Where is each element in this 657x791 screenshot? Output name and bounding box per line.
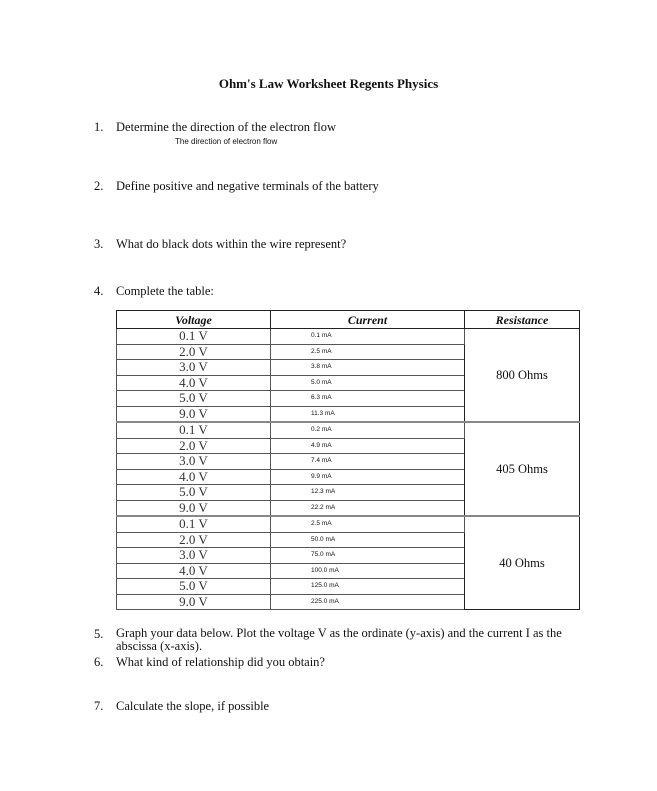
- question-number: 3.: [94, 237, 104, 251]
- current-cell: 2.5 mA: [271, 344, 465, 360]
- current-cell: 225.0 mA: [271, 594, 465, 610]
- current-cell: 100.0 mA: [271, 563, 465, 579]
- question-text: Graph your data below. Plot the voltage V as the ordinate (y-axis) and the current I as the abscissa (x-axis).: [116, 626, 562, 653]
- question-7: [94, 699, 594, 714]
- question-text: Define positive and negative terminals of the battery: [116, 179, 379, 193]
- current-cell: 11.3 mA: [271, 406, 465, 422]
- voltage-cell: 4.0 V: [117, 375, 271, 391]
- question-number: 1.: [94, 120, 104, 134]
- question-4: [94, 284, 594, 299]
- voltage-cell: 9.0 V: [117, 500, 271, 516]
- question-text: Complete the table:: [116, 284, 214, 298]
- question-number: 7.: [94, 699, 104, 713]
- question-text: Determine the direction of the electron flow: [116, 120, 337, 134]
- resistance-cell: 40 Ohms: [465, 516, 580, 610]
- question-6: [94, 655, 594, 670]
- question-number: 2.: [94, 179, 104, 193]
- header-resistance: Resistance: [465, 311, 580, 329]
- resistance-cell: 405 Ohms: [465, 422, 580, 516]
- voltage-cell: 4.0 V: [117, 469, 271, 485]
- voltage-cell: 3.0 V: [117, 454, 271, 470]
- voltage-cell: 3.0 V: [117, 548, 271, 564]
- table-row: [117, 329, 580, 345]
- current-cell: 6.3 mA: [271, 391, 465, 407]
- current-cell: 4.9 mA: [271, 438, 465, 454]
- question-5: [94, 627, 594, 653]
- question-2: [94, 179, 594, 194]
- answer-1: The direction of electron flow: [175, 137, 278, 146]
- header-current: Current: [271, 311, 465, 329]
- voltage-cell: 0.1 V: [117, 516, 271, 532]
- current-cell: 3.8 mA: [271, 360, 465, 376]
- current-cell: 2.5 mA: [271, 516, 465, 532]
- worksheet-title: Ohm's Law Worksheet Regents Physics: [218, 76, 439, 91]
- voltage-cell: 5.0 V: [117, 485, 271, 501]
- ohms-law-table: [116, 310, 580, 610]
- voltage-cell: 3.0 V: [117, 360, 271, 376]
- question-number: 6.: [94, 655, 104, 669]
- current-cell: 9.9 mA: [271, 469, 465, 485]
- question-text: What kind of relationship did you obtain?: [116, 655, 325, 669]
- resistance-cell: 800 Ohms: [465, 329, 580, 423]
- voltage-cell: 9.0 V: [117, 406, 271, 422]
- voltage-cell: 4.0 V: [117, 563, 271, 579]
- question-number: 5.: [94, 627, 104, 641]
- question-3: [94, 237, 594, 252]
- header-voltage: Voltage: [117, 311, 271, 329]
- table-row: [117, 516, 580, 532]
- voltage-cell: 5.0 V: [117, 579, 271, 595]
- question-1: [94, 120, 594, 135]
- question-number: 4.: [94, 284, 104, 298]
- question-text: Calculate the slope, if possible: [116, 699, 270, 713]
- current-cell: 75.0 mA: [271, 548, 465, 564]
- current-cell: 12.3 mA: [271, 485, 465, 501]
- voltage-cell: 0.1 V: [117, 329, 271, 345]
- question-text: What do black dots within the wire represent?: [116, 237, 347, 251]
- voltage-cell: 0.1 V: [117, 422, 271, 438]
- voltage-cell: 2.0 V: [117, 532, 271, 548]
- current-cell: 125.0 mA: [271, 579, 465, 595]
- current-cell: 50.0 mA: [271, 532, 465, 548]
- voltage-cell: 5.0 V: [117, 391, 271, 407]
- current-cell: 0.2 mA: [271, 422, 465, 438]
- voltage-cell: 2.0 V: [117, 438, 271, 454]
- table-row: [117, 422, 580, 438]
- current-cell: 7.4 mA: [271, 454, 465, 470]
- voltage-cell: 9.0 V: [117, 594, 271, 610]
- current-cell: 22.2 mA: [271, 500, 465, 516]
- voltage-cell: 2.0 V: [117, 344, 271, 360]
- current-cell: 5.0 mA: [271, 375, 465, 391]
- current-cell: 0.1 mA: [271, 329, 465, 345]
